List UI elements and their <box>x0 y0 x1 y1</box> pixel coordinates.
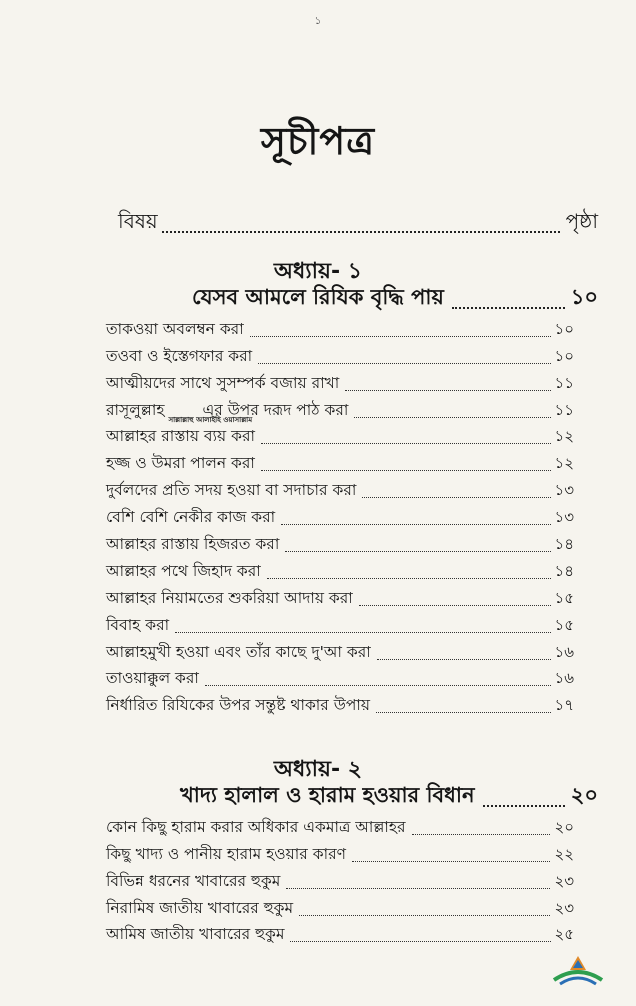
page-number: ১ <box>314 14 322 27</box>
entry-text: আল্লাহর রাস্তায় ব্যয় করা <box>106 427 255 446</box>
entry-text: আল্লাহমুখী হওয়া এবং তাঁর কাছে দু'আ করা <box>106 642 371 661</box>
entry-text: আল্লাহর পথে জিহাদ করা <box>106 561 261 580</box>
entry-text: তওবা ও ইস্তেগফার করা <box>106 346 253 365</box>
toc-entry[interactable] <box>106 477 574 504</box>
entry-text: রাসূলুল্লাহ <box>106 400 165 419</box>
toc-entry[interactable] <box>106 666 574 693</box>
leader-dots <box>290 941 550 942</box>
chapter-2-title-text: খাদ্য হালাল ও হারাম হওয়ার বিধান <box>180 783 475 807</box>
entry-page: ২৩ <box>554 898 574 917</box>
leader-dots <box>162 231 560 233</box>
entry-page: ২৩ <box>554 871 574 890</box>
leader-dots <box>281 524 550 525</box>
toc-entry[interactable] <box>106 814 574 841</box>
entry-page: ১৫ <box>554 615 574 634</box>
entry-text: আত্মীয়দের সাথে সুসম্পর্ক বজায় রাখা <box>106 373 340 392</box>
toc-entry[interactable] <box>106 841 574 868</box>
entry-text-after: এর উপর দরূদ পাঠ করা <box>202 400 349 419</box>
toc-entry[interactable] <box>106 343 574 370</box>
chapter-2-title[interactable] <box>180 782 598 814</box>
leader-dots <box>452 307 565 309</box>
leader-dots <box>285 551 550 552</box>
entry-text: দুর্বলদের প্রতি সদয় হওয়া বা সদাচার করা <box>106 481 357 500</box>
chapter-2-list <box>106 814 574 948</box>
leader-dots <box>267 578 551 579</box>
chapter-2-page: ২০ <box>570 783 598 807</box>
entry-text: তাকওয়া অবলম্বন করা <box>106 319 244 338</box>
chapter-1-list <box>106 316 574 719</box>
chapter-1-title-text: যেসব আমলে রিযিক বৃদ্ধি পায় <box>192 285 444 309</box>
publisher-logo-icon <box>550 950 606 990</box>
leader-dots <box>286 888 550 889</box>
leader-dots <box>205 685 551 686</box>
toc-entry[interactable] <box>106 370 574 397</box>
entry-text: তাওয়াক্কুল করা <box>106 669 199 688</box>
toc-entry[interactable] <box>106 397 574 424</box>
leader-dots <box>354 417 550 418</box>
entry-text: বিবাহ করা <box>106 615 170 634</box>
entry-page: ১৭ <box>554 696 574 715</box>
entry-text: আল্লাহর নিয়ামতের শুকরিয়া আদায় করা <box>106 588 353 607</box>
entry-text: আমিষ জাতীয় খাবারের হুকুম <box>106 925 285 944</box>
leader-dots <box>376 712 551 713</box>
entry-page: ১৩ <box>554 508 574 527</box>
entry-page: ১২ <box>554 454 574 473</box>
entry-page: ২৫ <box>554 925 574 944</box>
toc-header <box>118 206 598 240</box>
toc-entry[interactable] <box>106 450 574 477</box>
toc-entry[interactable] <box>106 639 574 666</box>
entry-page: ১৫ <box>554 588 574 607</box>
leader-dots <box>299 915 550 916</box>
toc-entry[interactable] <box>106 868 574 895</box>
leader-dots <box>258 363 550 364</box>
leader-dots <box>261 470 551 471</box>
entry-page: ১০ <box>554 346 574 365</box>
toc-entry[interactable] <box>106 504 574 531</box>
entry-page: ২২ <box>554 844 574 863</box>
leader-dots <box>175 632 550 633</box>
entry-page: ১৪ <box>554 535 574 554</box>
chapter-2-label: অধ্যায়- ২ <box>273 757 363 782</box>
entry-page: ১২ <box>554 427 574 446</box>
entry-text: কিছু খাদ্য ও পানীয় হারাম হওয়ার কারণ <box>106 844 346 863</box>
entry-text: নিরামিষ জাতীয় খাবারের হুকুম <box>106 898 294 917</box>
toc-entry[interactable] <box>106 585 574 612</box>
chapter-1-label: অধ্যায়- ১ <box>273 259 363 284</box>
leader-dots <box>483 805 565 807</box>
leader-dots <box>362 497 550 498</box>
entry-text: নির্ধারিত রিযিকের উপর সন্তুষ্ট থাকার উপায় <box>106 696 370 715</box>
toc-entry[interactable] <box>106 612 574 639</box>
entry-page: ১১ <box>554 400 574 419</box>
leader-dots <box>345 390 550 391</box>
entry-text: বিভিন্ন ধরনের খাবারের হুকুম <box>106 871 281 890</box>
leader-dots <box>261 443 551 444</box>
entry-text: কোন কিছু হারাম করার অধিকার একমাত্র আল্লাহর <box>106 817 406 836</box>
entry-page: ১০ <box>554 319 574 338</box>
chapter-1-title[interactable] <box>192 284 598 316</box>
entry-text: বেশি বেশি নেকীর কাজ করা <box>106 508 276 527</box>
entry-page: ১৩ <box>554 481 574 500</box>
toc-entry[interactable] <box>106 692 574 719</box>
chapter-1-page: ১০ <box>570 285 598 309</box>
toc-entry[interactable] <box>106 922 574 949</box>
header-subject: বিষয় <box>118 209 158 233</box>
leader-dots <box>377 659 551 660</box>
leader-dots <box>359 605 551 606</box>
toc-entry[interactable] <box>106 424 574 451</box>
entry-text: হজ্জ ও উমরা পালন করা <box>106 454 255 473</box>
toc-entry[interactable] <box>106 531 574 558</box>
toc-entry[interactable] <box>106 316 574 343</box>
toc-entry[interactable] <box>106 895 574 922</box>
leader-dots <box>352 861 550 862</box>
entry-page: ১১ <box>554 373 574 392</box>
salawat-seal-icon: সাল্লাল্লাহু আলাইহি ওয়াসাল্লাম <box>168 415 253 424</box>
leader-dots <box>412 834 551 835</box>
page-title: সূচীপত্র <box>260 119 376 163</box>
toc-entry[interactable] <box>106 558 574 585</box>
entry-page: ১৬ <box>554 642 574 661</box>
header-page: পৃষ্ঠা <box>565 209 598 233</box>
entry-page: ২০ <box>554 817 574 836</box>
entry-page: ১৬ <box>554 669 574 688</box>
entry-text: আল্লাহর রাস্তায় হিজরত করা <box>106 535 280 554</box>
leader-dots <box>250 336 551 337</box>
entry-page: ১৪ <box>554 561 574 580</box>
